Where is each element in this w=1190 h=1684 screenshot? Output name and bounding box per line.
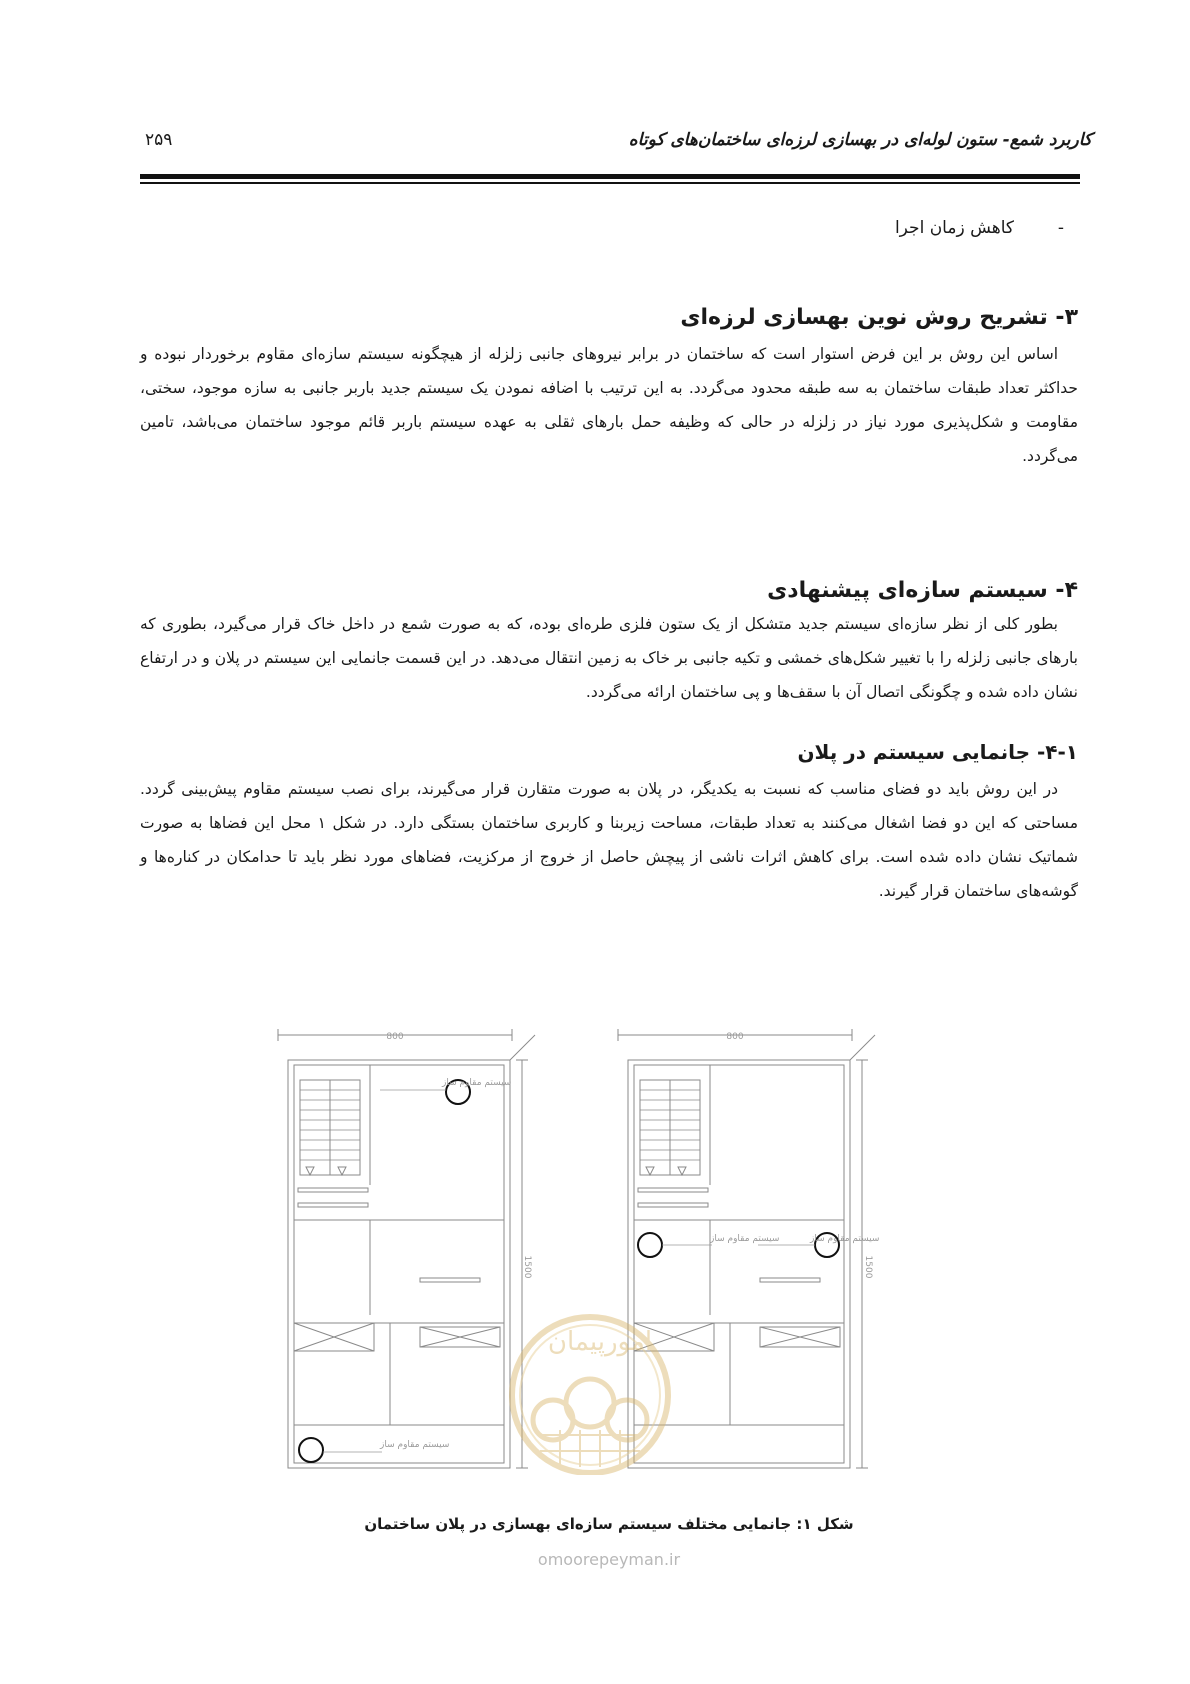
bullet-item — [140, 218, 1078, 238]
watermark-logo — [512, 1317, 668, 1473]
left-height-label: 1500 — [522, 1255, 532, 1279]
floor-plans-drawing — [270, 1005, 930, 1475]
running-header-title: کاربرد شمع- ستون لوله‌ای در بهسازی لرزه‌ای ساختمان‌های کوتاه — [628, 130, 1092, 150]
floor-plans-figure — [270, 1005, 930, 1475]
section-4-1-heading: ۴-۱- جانمایی سیستم در پلان — [797, 740, 1078, 764]
section-4-heading: ۴- سیستم سازه‌ای پیشنهادی — [767, 578, 1078, 603]
figure-caption: شکل ۱: جانمایی مختلف سیستم سازه‌ای بهسازی در پلان ساختمان — [364, 1515, 854, 1533]
section-3-paragraph: اساس این روش بر این فرض استوار است که ساختمان در برابر نیروهای جانبی زلزله از هیچگونه سیستم سازه‌ای مقاوم برخوردار نبوده و حداکثر تعداد طبقات ساختمان به سه طبقه محدود می‌گردد. به این ترتیب با اضافه نمودن یک سیستم جدید باربر جانبی به سازه موجود، سختی، مقاومت و شکل‌پذیری مورد نیاز در زلزله در حالی که وظیفه حمل بارهای ثقلی به عهده سیستم باربر قائم موجود ساختمان می‌باشد، تامین می‌گردد. — [140, 345, 1078, 465]
left-plan — [278, 1029, 535, 1468]
bullet-text: کاهش زمان اجرا — [894, 218, 1014, 238]
system-circle-right-west — [638, 1233, 662, 1257]
header-rule-thin — [140, 182, 1080, 184]
system-label-right-west: سیستم مقاوم ساز — [710, 1234, 780, 1244]
section-4-paragraph: بطور کلی از نظر سازه‌ای سیستم جدید متشکل از یک ستون فلزی طره‌ای بوده، که به صورت شمع در داخل خاک قرار می‌گیرد، بطوری که بارهای جانبی زلزله را با تغییر شکل‌های خمشی و تکیه جانبی بر خاک به زمین انتقال می‌دهد. در این قسمت جانمایی این سیستم در پلان و در ارتفاع نشان داده شده و چگونگی اتصال آن با سقف‌ها و پی ساختمان ارائه می‌گردد. — [140, 615, 1078, 701]
section-3-heading: ۳- تشریح روش نوین بهسازی لرزه‌ای — [680, 305, 1078, 330]
system-label-right-east: سیستم مقاوم ساز — [810, 1234, 880, 1244]
watermark-url: omoorepeyman.ir — [537, 1550, 681, 1569]
header-rule-thick — [140, 174, 1080, 179]
left-width-label: 800 — [386, 1032, 404, 1042]
bullet-dash: - — [1057, 218, 1065, 238]
section-4-1-paragraph: در این روش باید دو فضای مناسب که نسبت به یکدیگر، در پلان به صورت متقارن قرار می‌گیرند، برای نصب سیستم مقاوم پیش‌بینی گردد. مساحتی که این دو فضا اشغال می‌کنند به تعداد طبقات، مساحت زیربنا و کاربری ساختمان بستگی دارد. در شکل ۱ محل این فضاها به صورت شماتیک نشان داده شده است. برای کاهش اثرات ناشی از پیچش حاصل از خروج از مرکزیت، فضاهای مورد نظر باید تا حدامکان در کناره‌ها و گوشه‌های ساختمان قرار گیرند. — [140, 780, 1078, 900]
system-circle-left-bottom — [299, 1438, 323, 1462]
right-width-label: 800 — [726, 1032, 744, 1042]
page-number: ۲۵۹ — [145, 130, 173, 150]
system-label-left-top: سیستم مقاوم ساز — [442, 1078, 512, 1088]
right-height-label: 1500 — [863, 1255, 873, 1279]
watermark-logo-text: امورپیمان — [547, 1327, 653, 1357]
system-label-left-bottom: سیستم مقاوم ساز — [380, 1440, 450, 1450]
